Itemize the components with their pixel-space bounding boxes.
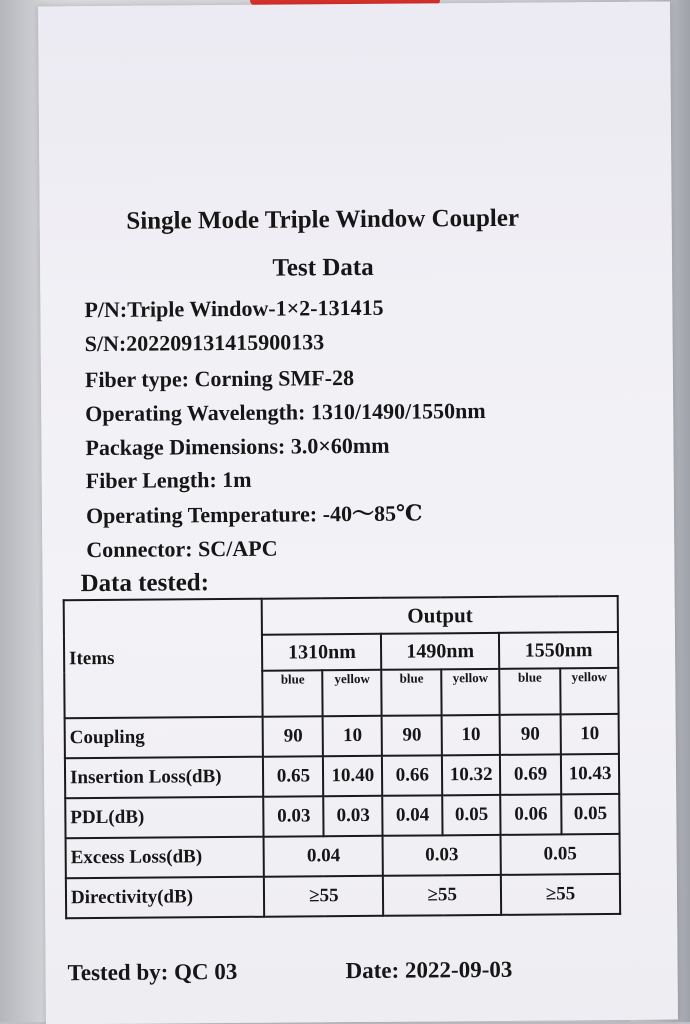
table-cell: 0.03: [383, 835, 501, 876]
table-cell: ≥55: [264, 876, 383, 917]
port-label: yellow: [323, 670, 382, 716]
row-label: PDL(dB): [65, 797, 264, 839]
test-data-table: [63, 595, 621, 919]
table-cell: 10: [323, 716, 382, 756]
table-cell: 0.65: [263, 756, 323, 796]
table-cell: 0.06: [500, 794, 561, 834]
wavelength-1550: 1550nm: [499, 632, 618, 669]
package-dimensions: Package Dimensions: 3.0×60mm: [85, 432, 390, 461]
table-cell: 10: [442, 715, 500, 755]
output-header: Output: [262, 596, 618, 635]
part-number: P/N:Triple Window-1×2-131415: [84, 294, 384, 323]
table-cell: 90: [263, 716, 323, 756]
port-label: yellow: [441, 669, 499, 715]
table-cell: 0.04: [264, 836, 383, 877]
tested-by: Tested by: QC 03: [67, 958, 238, 986]
test-date: Date: 2022-09-03: [345, 956, 513, 984]
table-cell: 0.05: [561, 794, 619, 834]
table-row: [65, 754, 619, 798]
table-cell: 10.32: [442, 755, 500, 795]
serial-number: S/N:202209131415900133: [84, 329, 325, 357]
table-cell: 0.03: [264, 796, 324, 836]
test-data-card: [38, 2, 678, 1024]
connector: Connector: SC/APC: [86, 535, 278, 563]
table-cell: 90: [382, 715, 442, 755]
table-cell: 90: [500, 714, 561, 754]
port-label: blue: [499, 668, 560, 714]
table-cell: 0.66: [382, 755, 442, 795]
document-title: Single Mode Triple Window Coupler: [126, 204, 520, 235]
port-label: blue: [382, 669, 442, 715]
row-label: Excess Loss(dB): [66, 837, 265, 879]
wavelength-1490: 1490nm: [381, 633, 499, 670]
section-heading: Data tested:: [80, 569, 210, 598]
table-row: [66, 874, 620, 918]
table-row: [66, 834, 620, 878]
items-header: Items: [64, 599, 263, 719]
table-header-row: [64, 596, 618, 636]
table-cell: 0.69: [500, 754, 561, 794]
table-cell: 10.43: [561, 754, 619, 794]
wavelength-1310: 1310nm: [262, 634, 381, 671]
table-cell: 0.03: [324, 796, 383, 836]
table-cell: 0.04: [383, 795, 443, 835]
port-label: yellow: [560, 668, 618, 714]
row-label: Coupling: [65, 717, 264, 759]
table-cell: 0.05: [442, 795, 500, 835]
row-label: Insertion Loss(dB): [65, 757, 264, 799]
operating-wavelength: Operating Wavelength: 1310/1490/1550nm: [85, 397, 486, 427]
operating-temperature: Operating Temperature: -40～85℃: [85, 500, 423, 529]
table-cell: ≥55: [501, 874, 620, 915]
fiber-type: Fiber type: Corning SMF-28: [84, 365, 355, 393]
table-cell: 10: [561, 714, 619, 754]
document-subtitle: Test Data: [272, 253, 374, 282]
table-cell: 0.05: [501, 834, 620, 875]
fiber-length: Fiber Length: 1m: [85, 466, 252, 494]
table-cell: 10.40: [323, 756, 382, 796]
port-label: blue: [263, 670, 323, 716]
row-label: Directivity(dB): [66, 877, 265, 919]
table-row: [65, 794, 619, 838]
table-cell: ≥55: [383, 875, 501, 916]
card-content: [38, 2, 678, 1024]
table-row: [65, 714, 619, 758]
